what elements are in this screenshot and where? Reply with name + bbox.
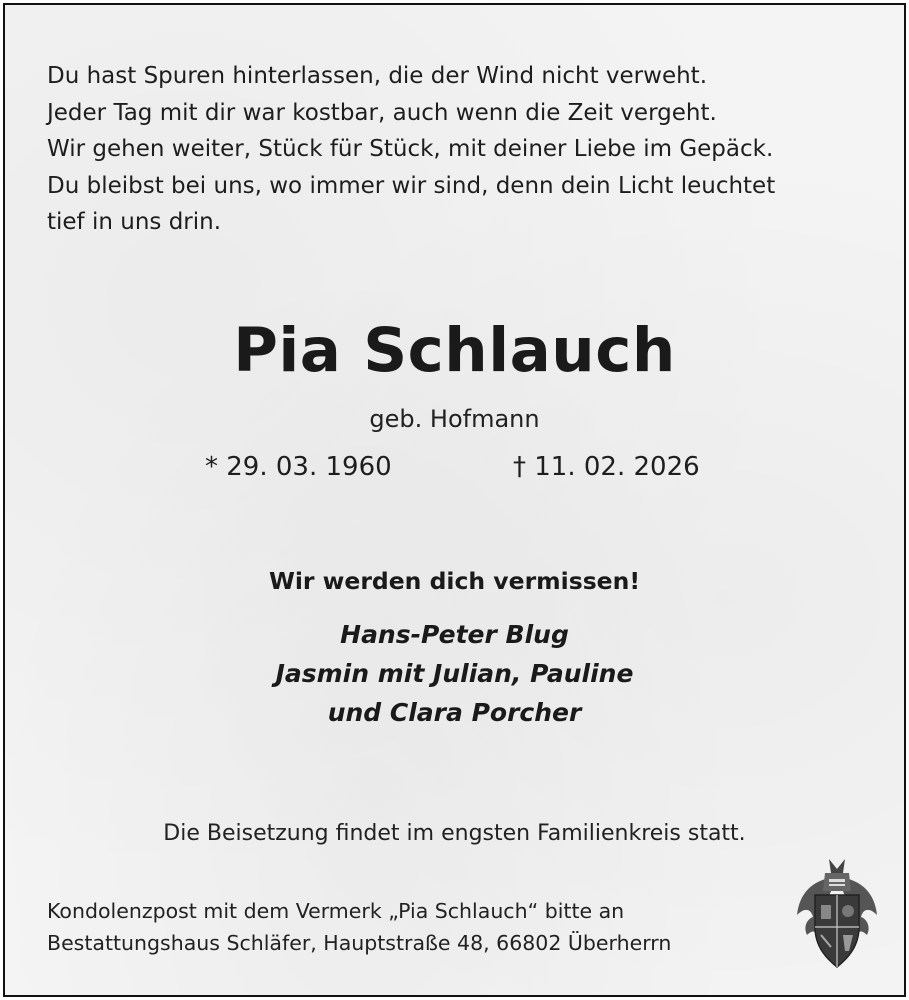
poem-line: Wir gehen weiter, Stück für Stück, mit deiner Liebe im Gepäck. bbox=[47, 136, 774, 162]
poem-line: tief in uns drin. bbox=[47, 209, 222, 235]
coat-of-arms-icon bbox=[791, 855, 883, 973]
deceased-name: Pia Schlauch bbox=[233, 315, 676, 386]
birth-date: * 29. 03. 1960 bbox=[205, 452, 392, 482]
contact-line: Kondolenzpost mit dem Vermerk „Pia Schlauch“ bitte an bbox=[47, 899, 625, 923]
funeral-note: Die Beisetzung findet im engsten Familienkreis statt. bbox=[163, 821, 746, 846]
poem-line: Jeder Tag mit dir war kostbar, auch wenn die Zeit vergeht. bbox=[47, 99, 717, 126]
poem bbox=[47, 58, 887, 241]
contact-line: Bestattungshaus Schläfer, Hauptstraße 48, 66802 Überherrn bbox=[47, 931, 672, 955]
mourner-line: Hans-Peter Blug bbox=[340, 620, 569, 649]
poem-line: Du bleibst bei uns, wo immer wir sind, denn dein Licht leuchtet bbox=[47, 172, 776, 199]
birth-name: geb. Hofmann bbox=[369, 405, 540, 433]
death-date: † 11. 02. 2026 bbox=[513, 452, 700, 482]
poem-line: Du hast Spuren hinterlassen, die der Wind nicht verweht. bbox=[47, 63, 708, 89]
farewell-message: Wir werden dich vermissen! bbox=[268, 567, 641, 595]
obituary-notice bbox=[3, 3, 906, 997]
mourner-line: und Clara Porcher bbox=[327, 698, 582, 727]
condolence-contact bbox=[47, 895, 671, 959]
mourners-list bbox=[5, 615, 904, 732]
mourner-line: Jasmin mit Julian, Pauline bbox=[275, 659, 634, 688]
